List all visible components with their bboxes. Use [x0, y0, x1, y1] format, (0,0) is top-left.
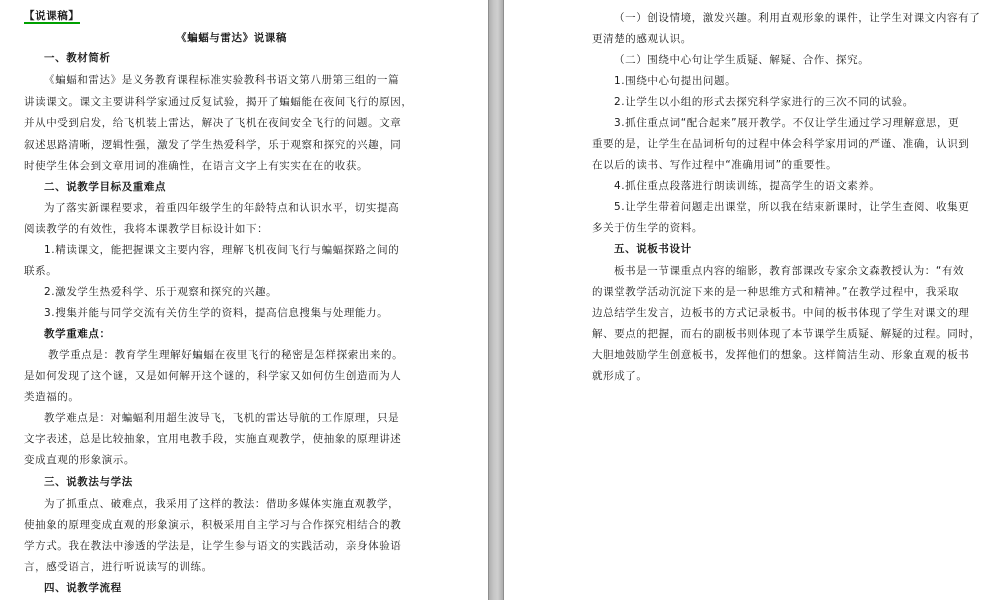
paragraph-line: 变成直观的形象演示。	[24, 454, 135, 466]
paragraph-line: 联系。	[24, 265, 58, 277]
paragraph-line: 在以后的读书、写作过程中“准确用词”的重要性。	[592, 159, 838, 171]
paragraph-line: 重要的是，让学生在品词析句的过程中体会科学家用词的严谨、准确，认识到	[592, 138, 970, 150]
section-heading: 二、说教学目标及重难点	[44, 181, 167, 193]
paragraph-line: 《蝙蝠和雷达》是义务教育课程标准实验教科书语文第八册第三组的一篇	[44, 74, 400, 86]
paragraph-line: 就形成了。	[592, 370, 648, 382]
paragraph-line: 言，感受语言，进行听说读写的训练。	[24, 561, 213, 573]
document-page-right	[504, 0, 997, 600]
paragraph-line: 学方式。我在教法中渗透的学法是，让学生参与语文的实践活动，亲身体验语	[24, 540, 402, 552]
paragraph-line: 为了落实新课程要求，着重四年级学生的年龄特点和认识水平，切实提高	[44, 202, 400, 214]
section-heading: 一、教材简析	[44, 52, 111, 64]
paragraph-line: 4.抓住重点段落进行朗读训练，提高学生的语文素养。	[614, 180, 881, 192]
document-tag: 【说课稿】	[24, 10, 80, 22]
subsection-heading: 教学重难点：	[44, 328, 111, 340]
paragraph-line: 使抽象的原理变成直观的形象演示，积极采用自主学习与合作探究相结合的教	[24, 519, 402, 531]
paragraph-line: 边总结学生发言，边板书的方式记录板书。中间的板书体现了学生对课文的理	[592, 307, 970, 319]
paragraph-line: 解、要点的把握，而右的副板书则体现了本节课学生质疑、解疑的过程。同时，	[592, 328, 981, 340]
paragraph-line: 3.抓住重点词“配合起来”展开教学。不仅让学生通过学习理解意思，更	[614, 117, 960, 129]
document-page-left	[0, 0, 488, 600]
paragraph-line: 教学重点是：教育学生理解好蝙蝠在夜里飞行的秘密是怎样探索出来的。	[48, 349, 404, 361]
gutter-edge	[488, 0, 489, 600]
paragraph-line: 是如何发现了这个谜，又是如何解开这个谜的，科学家又如何仿生创造而为人	[24, 370, 402, 382]
paragraph-line: 2.让学生以小组的形式去探究科学家进行的三次不同的试验。	[614, 96, 914, 108]
paragraph-line: 讲读课文。课文主要讲科学家通过反复试验，揭开了蝙蝠能在夜间飞行的原因，	[24, 96, 413, 108]
paragraph-line: 大胆地鼓励学生创意板书，发挥他们的想象。这样简洁生动、形象直观的板书	[592, 349, 970, 361]
paragraph-line: （一）创设情境，激发兴趣。利用直观形象的课件，让学生对课文内容有了	[614, 12, 981, 24]
paragraph-line: 多关于仿生学的资料。	[592, 222, 703, 234]
page-gutter	[488, 0, 504, 600]
section-heading: 四、说教学流程	[44, 582, 122, 594]
paragraph-line: （二）围绕中心句让学生质疑、解疑、合作、探究。	[614, 54, 870, 66]
paragraph-line: 更清楚的感观认识。	[592, 33, 692, 45]
document-title: 《蝙蝠与雷达》说课稿	[176, 32, 287, 44]
paragraph-line: 1.精读课文，能把握课文主要内容，理解飞机夜间飞行与蝙蝠探路之间的	[44, 244, 400, 256]
paragraph-line: 文字表述，总是比较抽象，宜用电教手段，实施直观教学，使抽象的原理讲述	[24, 433, 402, 445]
paragraph-line: 的课堂教学活动沉淀下来的是一种思维方式和精神。”在教学过程中，我采取	[592, 286, 960, 298]
paragraph-line: 为了抓重点、破难点，我采用了这样的教法：借助多媒体实施直观教学，	[44, 498, 400, 510]
paragraph-line: 类造福的。	[24, 391, 80, 403]
paragraph-line: 教学难点是：对蝙蝠利用超生波导飞，飞机的雷达导航的工作原理，只是	[44, 412, 400, 424]
paragraph-line: 叙述思路清晰，逻辑性强，激发了学生热爱科学，乐于观察和探究的兴趣，同	[24, 139, 402, 151]
paragraph-line: 1.围绕中心句提出问题。	[614, 75, 737, 87]
paragraph-line: 5.让学生带着问题走出课堂，所以我在结束新课时，让学生查阅、收集更	[614, 201, 970, 213]
paragraph-line: 阅读教学的有效性，我将本课教学目标设计如下：	[24, 223, 269, 235]
paragraph-line: 3.搜集并能与同学交流有关仿生学的资料，提高信息搜集与处理能力。	[44, 307, 389, 319]
section-heading: 三、说教法与学法	[44, 476, 133, 488]
paragraph-line: 并从中受到启发，给飞机装上雷达，解决了飞机在夜间安全飞行的问题。文章	[24, 117, 402, 129]
paragraph-line: 板书是一节课重点内容的缩影，教育部课改专家余文森教授认为：“有效	[614, 265, 965, 277]
paragraph-line: 2.激发学生热爱科学、乐于观察和探究的兴趣。	[44, 286, 278, 298]
section-heading: 五、说板书设计	[614, 243, 692, 255]
paragraph-line: 时使学生体会到文章用词的准确性，在语言文字上有实实在在的收获。	[24, 160, 369, 172]
